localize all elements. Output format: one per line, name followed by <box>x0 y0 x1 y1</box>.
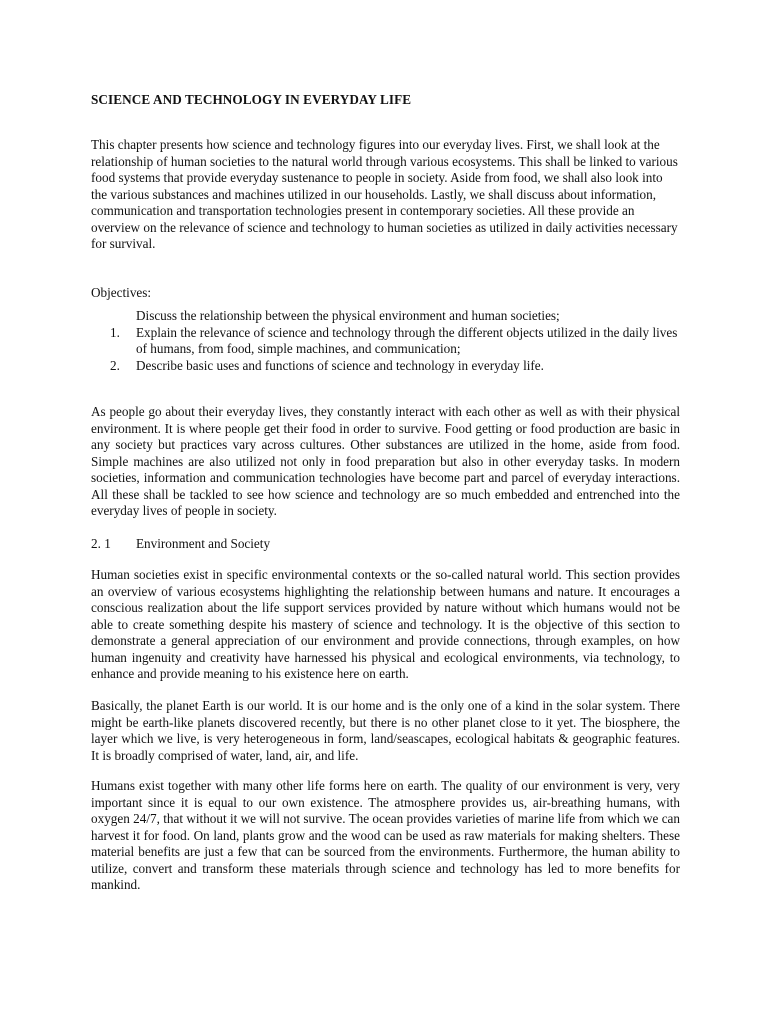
objective-number: 1. <box>110 324 120 340</box>
objective-number: 2. <box>110 357 120 373</box>
objective-item <box>91 325 680 358</box>
section-number: 2. 1 <box>91 536 111 551</box>
objective-text: Explain the relevance of science and technology through the different objects utilized in the daily lives of humans, from food, simple machines, and communication; <box>136 324 678 356</box>
objectives-label: Objectives: <box>91 285 152 300</box>
objective-text: Discuss the relationship between the physical environment and human societies; <box>136 308 560 323</box>
document-title: SCIENCE AND TECHNOLOGY IN EVERYDAY LIFE <box>91 92 412 107</box>
objectives-list <box>91 308 680 374</box>
objective-item <box>91 308 680 325</box>
intro-paragraph: This chapter presents how science and technology figures into our everyday lives. First, we shall look at the relationship of human societies to the natural world through various ecosystems. This shall be linked to various food systems that provide everyday sustenance to people in society. Aside from food, we shall also look into the various substances and machines utilized in our households. Lastly, we shall discuss about information, communication and transportation technologies present in contemporary societies. All these provide an overview on the relevance of science and technology to human societies as utilized in daily activities necessary for survival. <box>91 137 678 251</box>
section-heading <box>91 536 680 553</box>
body-paragraph: Basically, the planet Earth is our world. It is our home and is the only one of a kind in the solar system. There might be earth-like planets discovered recently, but there is no other planet close to it yet. The biosphere, the layer which we live, is very heterogeneous in form, land/seascapes, ecological habitats & geographic features. It is broadly comprised of water, land, air, and life. <box>91 698 680 763</box>
objective-item <box>91 358 680 375</box>
body-paragraph: Humans exist together with many other life forms here on earth. The quality of our environment is very, very important since it is equal to our own existence. The atmosphere provides us, air-breathing humans, with oxygen 24/7, that without it we will not survive. The ocean provides varieties of marine life from which we can harvest it for food. On land, plants grow and the wood can be used as raw materials for making shelters. These material benefits are just a few that can be sourced from the environments. Furthermore, the human ability to utilize, convert and transform these materials through science and technology has led to more benefits for mankind. <box>91 778 680 892</box>
overview-paragraph: As people go about their everyday lives, they constantly interact with each other as well as with their physical environment. It is where people get their food in order to survive. Food getting or food production are basic in any society but practices vary across cultures. Other substances are utilized in the home, aside from food. Simple machines are also utilized not only in food preparation but also in other everyday tasks. In modern societies, information and communication technologies have become part and parcel of everyday interactions. All these shall be tackled to see how science and technology are so much embedded and entrenched into the everyday lives of people in society. <box>91 404 680 518</box>
section-title: Environment and Society <box>136 536 271 551</box>
body-paragraph: Human societies exist in specific environmental contexts or the so-called natural world. This section provides an overview of various ecosystems highlighting the relationship between humans and nature. It encourages a conscious realization about the life support services provided by nature without which humans would not be able to create something despite his mastery of science and technology. It is the objective of this section to demonstrate a general appreciation of our environment and provide connections, through examples, on how human ingenuity and creativity have harnessed his physical and ecological environments, via technology, to enhance and provide meaning to his existence here on earth. <box>91 567 680 681</box>
objective-text: Describe basic uses and functions of science and technology in everyday life. <box>136 357 544 373</box>
